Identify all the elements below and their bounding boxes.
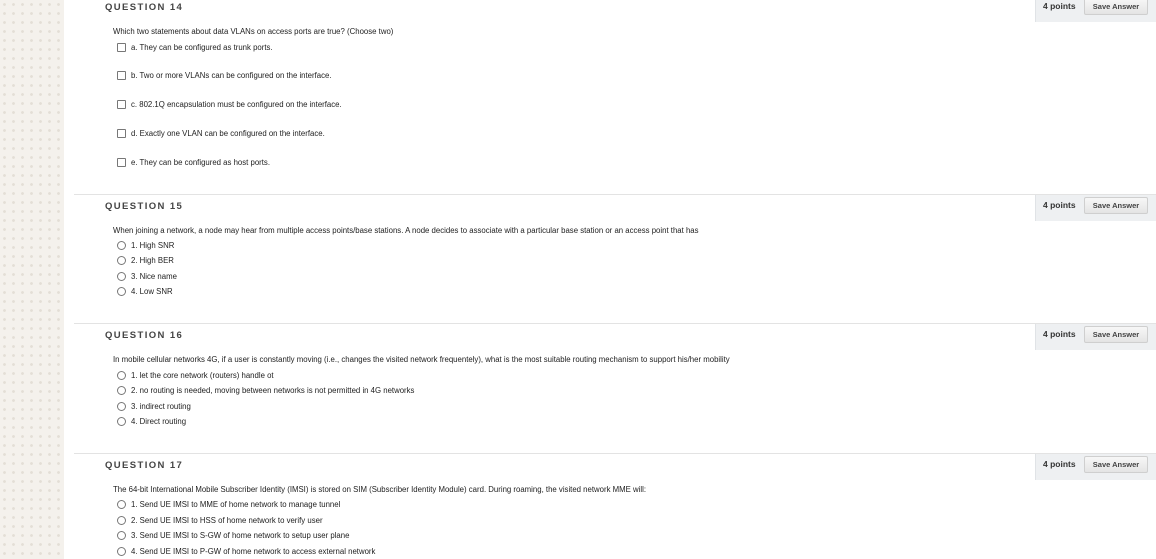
- option-label: 2. no routing is needed, moving between networks is not permitted in 4G networks: [131, 385, 415, 395]
- question-16-text: In mobile cellular networks 4G, if a user is constantly moving (i.e., changes the visited network frequentely), what is the most suitable routing mechanism to support his/her mobility: [113, 355, 730, 364]
- checkbox-icon[interactable]: [117, 100, 126, 109]
- question-14-option-b[interactable]: [117, 69, 332, 81]
- question-16-save-button[interactable]: Save Answer: [1084, 326, 1148, 343]
- question-15-points: 4 points: [1043, 200, 1076, 210]
- radio-icon[interactable]: [117, 386, 126, 395]
- option-label: d. Exactly one VLAN can be configured on the interface.: [131, 128, 325, 138]
- checkbox-icon[interactable]: [117, 129, 126, 138]
- question-15-points-bar: [1035, 195, 1156, 221]
- question-17-header: [74, 460, 1156, 478]
- question-17-option-4[interactable]: [117, 545, 375, 557]
- radio-icon[interactable]: [117, 531, 126, 540]
- question-16-option-3[interactable]: [117, 400, 191, 412]
- question-17-title: QUESTION 17: [105, 460, 184, 471]
- option-label: 1. Send UE IMSI to MME of home network to manage tunnel: [131, 499, 341, 509]
- question-14-option-a[interactable]: [117, 41, 273, 53]
- question-15-title: QUESTION 15: [105, 201, 184, 212]
- radio-icon[interactable]: [117, 500, 126, 509]
- radio-icon[interactable]: [117, 371, 126, 380]
- radio-icon[interactable]: [117, 417, 126, 426]
- question-16-option-2[interactable]: [117, 384, 414, 396]
- question-15-option-2[interactable]: [117, 254, 174, 266]
- question-15-text: When joining a network, a node may hear from multiple access points/base stations. A node decides to associate with a particular base station or an access point that has: [113, 226, 699, 235]
- question-17-text: The 64-bit International Mobile Subscriber Identity (IMSI) is stored on SIM (Subscriber Identity Module) card. During roaming, the visited network MME will:: [113, 485, 647, 494]
- option-label: 4. Low SNR: [131, 286, 173, 296]
- question-16-header: [74, 330, 1156, 348]
- option-label: 2. High BER: [131, 255, 174, 265]
- question-14-option-d[interactable]: [117, 127, 325, 139]
- option-label: a. They can be configured as trunk ports.: [131, 42, 273, 52]
- option-label: c. 802.1Q encapsulation must be configured on the interface.: [131, 99, 342, 109]
- question-16-points: 4 points: [1043, 329, 1076, 339]
- option-label: 2. Send UE IMSI to HSS of home network to verify user: [131, 515, 323, 525]
- question-14-option-e[interactable]: [117, 156, 270, 168]
- questions-panel: [64, 0, 1156, 559]
- option-label: 3. Send UE IMSI to S-GW of home network to setup user plane: [131, 530, 350, 540]
- radio-icon[interactable]: [117, 241, 126, 250]
- question-14-title: QUESTION 14: [105, 2, 184, 13]
- question-16-option-4[interactable]: [117, 415, 186, 427]
- question-15-header: [74, 201, 1156, 219]
- option-label: 3. indirect routing: [131, 401, 191, 411]
- question-14-points: 4 points: [1043, 1, 1076, 11]
- divider: [74, 323, 1156, 324]
- question-15-option-3[interactable]: [117, 270, 177, 282]
- radio-icon[interactable]: [117, 516, 126, 525]
- option-label: b. Two or more VLANs can be configured on the interface.: [131, 70, 332, 80]
- question-16-points-bar: [1035, 324, 1156, 350]
- option-label: 4. Direct routing: [131, 416, 187, 426]
- divider: [74, 194, 1156, 195]
- question-17-option-3[interactable]: [117, 529, 349, 541]
- option-label: 1. High SNR: [131, 240, 175, 250]
- question-15-option-1[interactable]: [117, 239, 174, 251]
- question-17-points: 4 points: [1043, 459, 1076, 469]
- question-17-option-2[interactable]: [117, 514, 323, 526]
- question-17-save-button[interactable]: Save Answer: [1084, 456, 1148, 473]
- question-16-title: QUESTION 16: [105, 330, 184, 341]
- divider: [74, 453, 1156, 454]
- question-15-save-button[interactable]: Save Answer: [1084, 197, 1148, 214]
- checkbox-icon[interactable]: [117, 71, 126, 80]
- option-label: 3. Nice name: [131, 271, 177, 281]
- option-label: 4. Send UE IMSI to P-GW of home network to access external network: [131, 546, 376, 556]
- checkbox-icon[interactable]: [117, 43, 126, 52]
- radio-icon[interactable]: [117, 272, 126, 281]
- question-14-save-button[interactable]: Save Answer: [1084, 0, 1148, 15]
- option-label: 1. let the core network (routers) handle ot: [131, 370, 274, 380]
- left-margin-pattern: [0, 0, 64, 559]
- question-17-option-1[interactable]: [117, 498, 340, 510]
- checkbox-icon[interactable]: [117, 158, 126, 167]
- option-label: e. They can be configured as host ports.: [131, 157, 270, 167]
- radio-icon[interactable]: [117, 402, 126, 411]
- question-15-option-4[interactable]: [117, 285, 173, 297]
- question-14-option-c[interactable]: [117, 98, 342, 110]
- question-14-points-bar: [1035, 0, 1156, 22]
- question-14-text: Which two statements about data VLANs on access ports are true? (Choose two): [113, 27, 394, 36]
- radio-icon[interactable]: [117, 256, 126, 265]
- radio-icon[interactable]: [117, 547, 126, 556]
- question-17-points-bar: [1035, 454, 1156, 480]
- question-16-option-1[interactable]: [117, 369, 274, 381]
- radio-icon[interactable]: [117, 287, 126, 296]
- question-14-header: [74, 2, 1156, 20]
